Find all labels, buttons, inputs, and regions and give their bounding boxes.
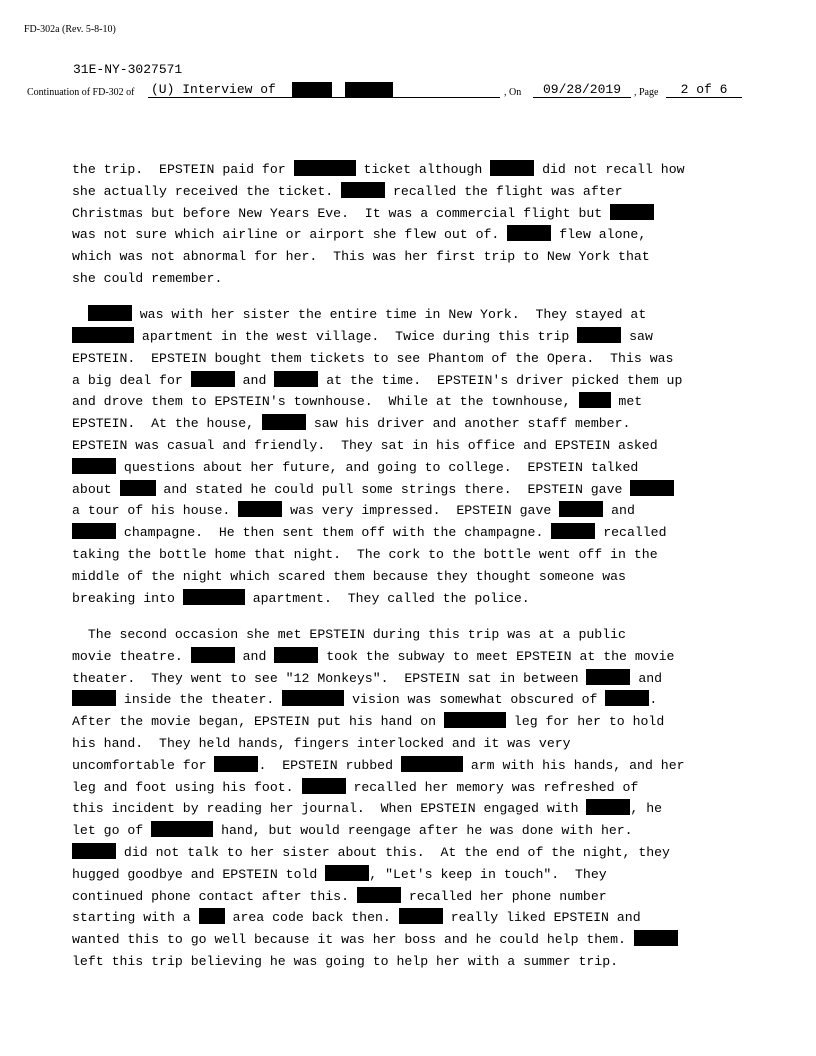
redaction (151, 821, 213, 837)
paragraph-2 (72, 304, 772, 609)
redaction (634, 930, 678, 946)
redaction (292, 82, 332, 97)
redaction (238, 501, 282, 517)
text-line: hugged goodbye and EPSTEIN told , "Let's keep in touch". They (72, 866, 607, 882)
redaction (191, 647, 235, 663)
redaction (72, 458, 116, 474)
redaction (274, 371, 318, 387)
file-number: 31E-NY-3027571 (73, 62, 183, 77)
text-line: uncomfortable for . EPSTEIN rubbed arm with his hands, and her (72, 757, 685, 773)
redaction (399, 908, 443, 924)
redaction (444, 712, 506, 728)
text-line: about and stated he could pull some strings there. EPSTEIN gave (72, 479, 772, 501)
text-line: EPSTEIN. EPSTEIN bought them tickets to see Phantom of the Opera. This was (72, 350, 674, 366)
text-line: EPSTEIN was casual and friendly. They sat in his office and EPSTEIN asked (72, 438, 658, 454)
subject-text: (U) Interview of (151, 82, 276, 97)
redaction (605, 690, 649, 706)
text-line: Christmas but before New Years Eve. It was a commercial flight but (72, 203, 772, 225)
redaction (120, 480, 156, 496)
text-line: was with her sister the entire time in New York. They stayed at (72, 304, 772, 326)
redaction (357, 887, 401, 903)
text-line: After the movie began, EPSTEIN put his hand on leg for her to hold (72, 714, 665, 730)
redaction (72, 690, 116, 706)
paragraph-1 (72, 159, 772, 290)
text-line: inside the theater. vision was somewhat obscured of . (72, 689, 772, 711)
page-label: , Page (634, 87, 659, 98)
text-line: did not talk to her sister about this. At the end of the night, they (72, 842, 772, 864)
text-line: wanted this to go well because it was her boss and he could help them. (72, 929, 772, 951)
text-line: was not sure which airline or airport she flew out of. flew alone, (72, 227, 647, 243)
paragraph-3 (72, 624, 772, 973)
continuation-label: Continuation of FD-302 of (27, 87, 135, 98)
text-line: middle of the night which scared them because they thought someone was (72, 568, 626, 584)
redaction (630, 480, 674, 496)
text-line: she could remember. (72, 270, 223, 286)
text-line: breaking into apartment. They called the police. (72, 590, 530, 606)
redaction (262, 414, 306, 430)
text-line: which was not abnormal for her. This was her first trip to New York that (72, 249, 650, 265)
text-line: starting with a area code back then. really liked EPSTEIN and (72, 910, 641, 926)
redaction (183, 589, 245, 605)
redaction (325, 865, 369, 881)
text-line: the trip. EPSTEIN paid for ticket although did not recall how (72, 162, 685, 177)
redaction (551, 523, 595, 539)
redaction (72, 327, 134, 343)
text-line: a big deal for and at the time. EPSTEIN's driver picked them up (72, 372, 683, 388)
redaction (559, 501, 603, 517)
text-line: she actually received the ticket. recalled the flight was after (72, 183, 623, 199)
text-line: his hand. They held hands, fingers interlocked and it was very (72, 735, 571, 751)
text-line: leg and foot using his foot. recalled her memory was refreshed of (72, 779, 639, 795)
subject-field (148, 82, 500, 98)
form-id: FD-302a (Rev. 5-8-10) (24, 24, 116, 35)
redaction (274, 647, 318, 663)
document-body (72, 159, 772, 987)
redaction (490, 160, 534, 176)
redaction (88, 305, 132, 321)
redaction (72, 843, 116, 859)
text-line: let go of hand, but would reengage after he was done with her. (72, 823, 633, 839)
text-line: apartment in the west village. Twice during this trip saw (72, 326, 772, 348)
redaction (345, 82, 393, 97)
redaction (586, 799, 630, 815)
text-line: EPSTEIN. At the house, saw his driver and another staff member. (72, 416, 631, 432)
text-line: taking the bottle home that night. The cork to the bottle went off in the (72, 547, 658, 563)
page-number-field: 2 of 6 (666, 82, 742, 98)
redaction (191, 371, 235, 387)
redaction (577, 327, 621, 343)
redaction (302, 778, 346, 794)
redaction (199, 908, 225, 924)
text-line: a tour of his house. was very impressed. EPSTEIN gave and (72, 503, 635, 519)
text-line: and drove them to EPSTEIN's townhouse. While at the townhouse, met (72, 394, 643, 410)
date-field: 09/28/2019 (533, 82, 631, 98)
on-label: , On (504, 87, 522, 98)
redaction (294, 160, 356, 176)
redaction (341, 182, 385, 198)
redaction (507, 225, 551, 241)
text-line: questions about her future, and going to college. EPSTEIN talked (72, 457, 772, 479)
redaction (610, 204, 654, 220)
text-line: movie theatre. and took the subway to meet EPSTEIN at the movie (72, 648, 675, 664)
text-line: champagne. He then sent them off with the champagne. recalled (72, 522, 772, 544)
text-line: theater. They went to see "12 Monkeys". EPSTEIN sat in between and (72, 670, 663, 686)
text-line: left this trip believing he was going to help her with a summer trip. (72, 953, 619, 969)
redaction (72, 523, 116, 539)
redaction (282, 690, 344, 706)
redaction (586, 669, 630, 685)
redaction (401, 756, 463, 772)
text-line: The second occasion she met EPSTEIN during this trip was at a public (87, 626, 626, 642)
redaction (214, 756, 258, 772)
text-line: this incident by reading her journal. When EPSTEIN engaged with , he (72, 801, 663, 817)
text-line: continued phone contact after this. recalled her phone number (72, 888, 607, 904)
redaction (579, 392, 611, 408)
